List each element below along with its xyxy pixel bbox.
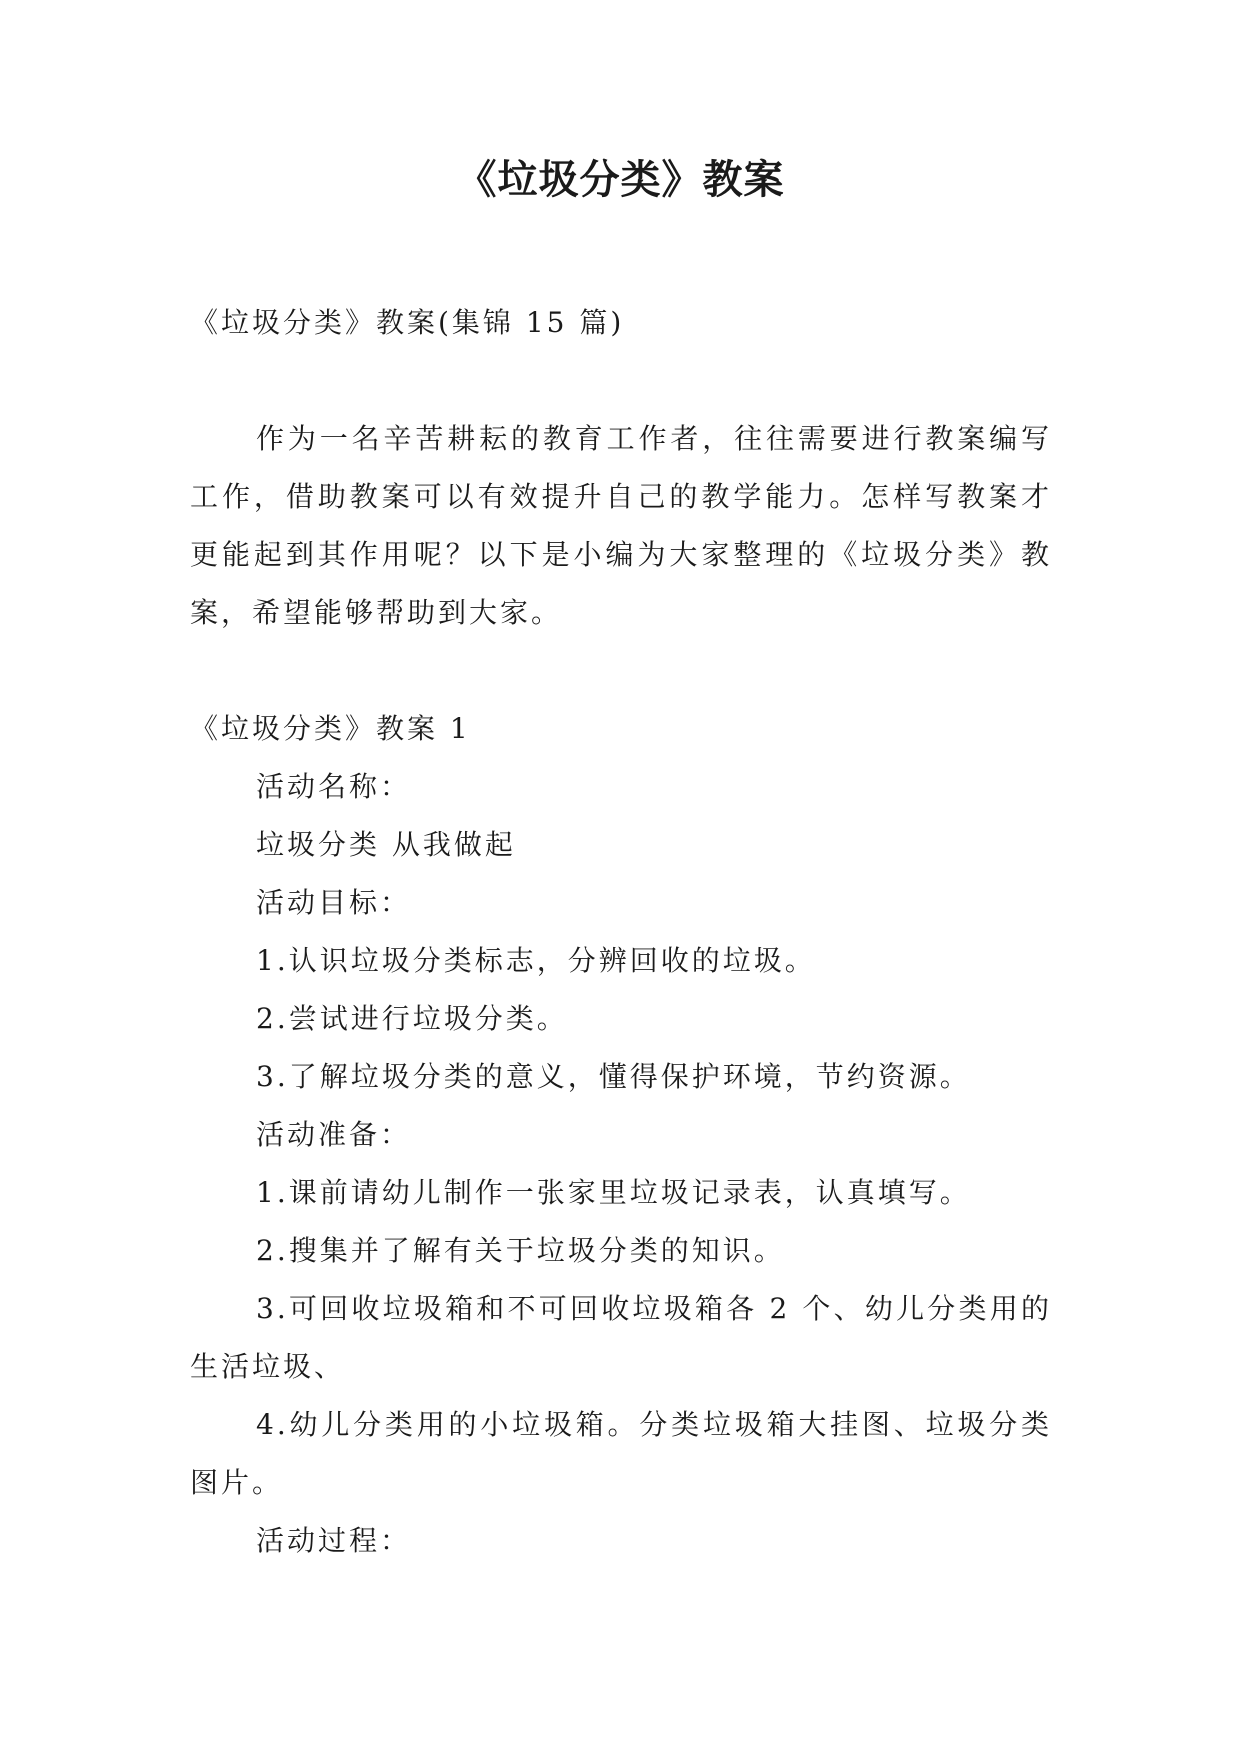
prep-item: 4.幼儿分类用的小垃圾箱。分类垃圾箱大挂图、垃圾分类图片。 <box>190 1408 1052 1499</box>
goal-item: 2.尝试进行垃圾分类。 <box>256 1002 568 1035</box>
goal-item: 3.了解垃圾分类的意义，懂得保护环境，节约资源。 <box>256 1060 971 1093</box>
activity-name: 垃圾分类 从我做起 <box>256 828 516 861</box>
document-subtitle: 《垃圾分类》教案(集锦 15 篇) <box>190 306 625 339</box>
process-label: 活动过程： <box>256 1524 412 1557</box>
prep-item: 2.搜集并了解有关于垃圾分类的知识。 <box>256 1234 785 1267</box>
prep-item: 1.课前请幼儿制作一张家里垃圾记录表，认真填写。 <box>256 1176 971 1209</box>
document-title: 《垃圾分类》教案 <box>456 157 785 203</box>
document-body <box>190 294 1052 1570</box>
section-heading: 《垃圾分类》教案 1 <box>190 712 471 745</box>
goal-item: 1.认识垃圾分类标志，分辨回收的垃圾。 <box>256 944 816 977</box>
goals-label: 活动目标： <box>256 886 412 919</box>
activity-name-label: 活动名称： <box>256 770 412 803</box>
prep-label: 活动准备： <box>256 1118 412 1151</box>
prep-item: 3.可回收垃圾箱和不可回收垃圾箱各 2 个、幼儿分类用的生活垃圾、 <box>190 1292 1052 1383</box>
intro-paragraph: 作为一名辛苦耕耘的教育工作者，往往需要进行教案编写工作，借助教案可以有效提升自己的教学能力。怎样写教案才更能起到其作用呢？以下是小编为大家整理的《垃圾分类》教案，希望能够帮助到大家。 <box>190 422 1052 629</box>
